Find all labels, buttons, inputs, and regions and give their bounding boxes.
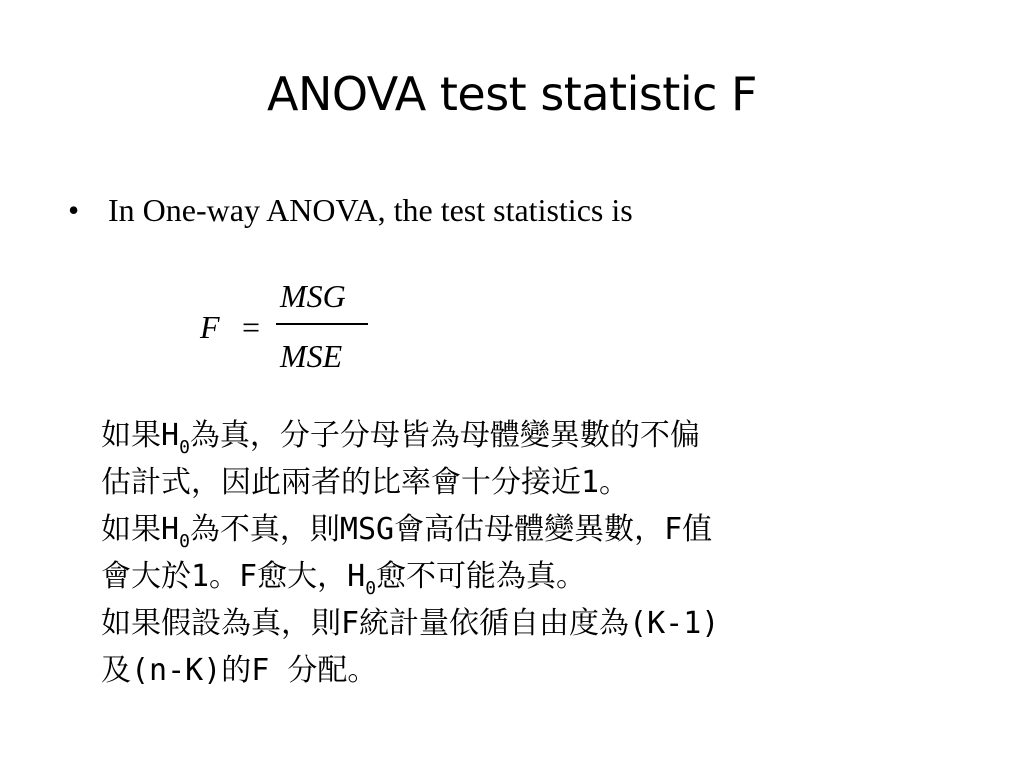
formula-equals: = — [242, 309, 261, 345]
formula-lhs: F — [200, 309, 220, 345]
line-1-part-a: 如果H — [101, 418, 180, 453]
h0-subscript: 0 — [365, 578, 377, 599]
formula-denominator: MSE — [280, 338, 343, 374]
line-1-part-b: 為真，分子分母皆為母體變異數的不偏 — [189, 418, 700, 453]
explanation-line-1 — [101, 412, 901, 459]
line-3-part-a: 如果H — [101, 512, 180, 547]
slide-title: ANOVA test statistic F — [266, 67, 757, 121]
line-3-part-b: 為不真，則MSG會高估母體變異數，F值 — [189, 512, 713, 547]
h0-subscript: 0 — [179, 531, 190, 552]
line-4-part-b: 愈不可能為真。 — [376, 559, 587, 594]
explanation-line-2: 估計式，因此兩者的比率會十分接近1。 — [101, 465, 630, 500]
explanation-line-5: 如果假設為真，則F統計量依循自由度為(K-1) — [101, 606, 720, 641]
bullet-marker: • — [68, 192, 80, 228]
fraction-bar — [276, 323, 368, 325]
line-4-part-a: 會大於1。F愈大，H — [101, 559, 366, 594]
f-statistic-formula — [200, 276, 380, 380]
explanation-line-3 — [101, 506, 901, 553]
bullet-text: In One-way ANOVA, the test statistics is — [108, 192, 633, 228]
formula-numerator: MSG — [280, 278, 346, 314]
explanation-line-6: 及(n-K)的F 分配。 — [101, 653, 378, 688]
explanation-text — [101, 412, 901, 694]
bullet-item — [68, 188, 633, 232]
explanation-line-4 — [101, 553, 901, 600]
h0-subscript: 0 — [179, 437, 190, 458]
